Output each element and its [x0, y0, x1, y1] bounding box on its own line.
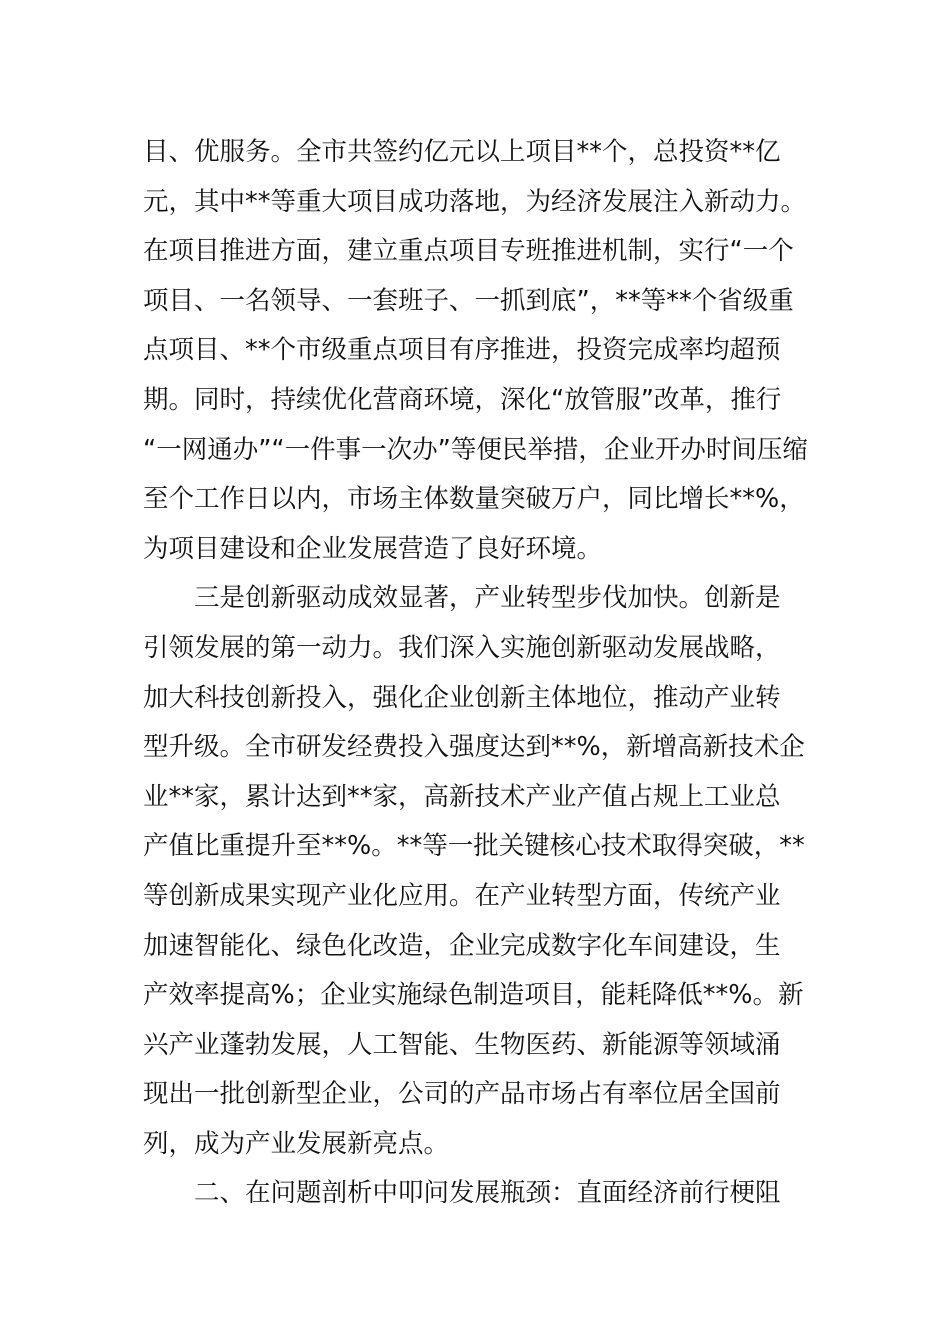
text-line: 为项目建设和企业发展营造了良好环境。 — [143, 533, 603, 564]
text-line: 产效率提高%；企业实施绿色制造项目，能耗降低**%。新 — [143, 980, 804, 1011]
text-line: 加大科技创新投入，强化企业创新主体地位，推动产业转 — [143, 682, 781, 713]
text-line: 目、优服务。全市共签约亿元以上项目**个，总投资**亿 — [143, 137, 781, 167]
text-line: 加速智能化、绿色化改造，企业完成数字化车间建设，生 — [143, 930, 781, 961]
text-line: 等创新成果实现产业化应用。在产业转型方面，传统产业 — [143, 880, 781, 911]
text-line: 业**家，累计达到**家，高新技术产业产值占规上工业总 — [143, 781, 781, 812]
section-heading-line: 二、在问题剖析中叩问发展瓶颈：直面经济前行梗阻 — [194, 1178, 781, 1209]
text-line: 产值比重提升至**%。**等一批关键核心技术取得突破，** — [143, 831, 805, 862]
paragraph-start-line: 三是创新驱动成效显著，产业转型步伐加快。创新是 — [194, 583, 781, 614]
text-line: 现出一批创新型企业，公司的产品市场占有率位居全国前 — [143, 1079, 781, 1110]
text-line: 兴产业蓬勃发展，人工智能、生物医药、新能源等领域涌 — [143, 1029, 781, 1060]
document-body — [143, 128, 823, 1219]
text-line: 项目、一名领导、一套班子、一抓到底”，**等**个省级重 — [143, 285, 794, 316]
text-line: 至个工作日以内，市场主体数量突破万户，同比增长**%， — [143, 484, 805, 515]
text-line: 列，成为产业发展新亮点。 — [143, 1128, 450, 1159]
text-line: 在项目推进方面，建立重点项目专班推进机制，实行“一个 — [143, 236, 794, 267]
text-line: 型升级。全市研发经费投入强度达到**%，新增高新技术企 — [143, 732, 805, 763]
text-line: 点项目、**个市级重点项目有序推进，投资完成率均超预 — [143, 335, 781, 366]
text-line: 期。同时，持续优化营商环境，深化“放管服”改革，推行 — [143, 384, 782, 415]
text-line: 元，其中**等重大项目成功落地，为经济发展注入新动力。 — [143, 186, 807, 217]
text-line: “一网通办”“一件事一次办”等便民举措，企业开办时间压缩 — [143, 434, 808, 465]
text-line: 引领发展的第一动力。我们深入实施创新驱动发展战略， — [143, 632, 781, 663]
